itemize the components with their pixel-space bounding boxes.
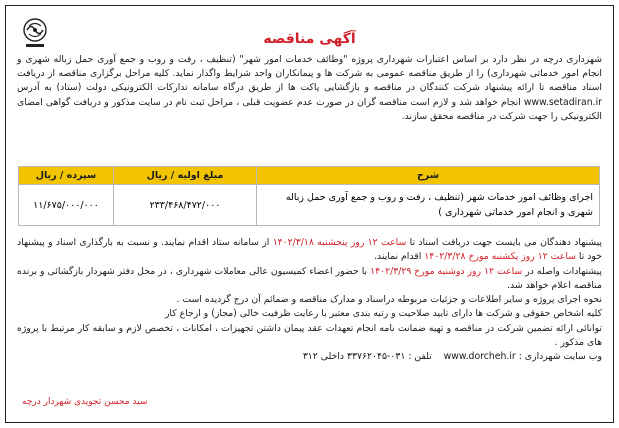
terms-paragraph-5: توانائی ارائه تضمین شرکت در مناقصه و تهیه ضمانت نامه انجام تعهدات عقد پیمان داشتن تجهیزات ، امکانات ، تخصص لازم و سابقه کار مرتبط با پروژه های مذکور . (17, 322, 602, 349)
terms-text: پیشنهادات واصله در (525, 265, 602, 277)
tender-table (18, 166, 600, 226)
notice-title: آگهی مناقصه (263, 31, 356, 47)
intro-paragraph (17, 53, 602, 124)
opening-date: ساعت ۱۲ روز دوشنبه مورخ ۱۴۰۲/۳/۲۹ (370, 265, 523, 277)
municipality-website-link[interactable]: www.dorcheh.ir (443, 351, 516, 363)
intro-text-part1: شهرداری درچه در نظر دارد بر اساس اعتبارات شهرداری پروژه "وظائف خدمات امور شهر" (تنظیف ، رفت و روب و جمع آوری حمل زباله شهری و انجام امور خدماتی شهرداری) را از طریق مناقصه عمومی به شرکت ها و پیمانکاران واجد شرایط واگذار نماید. کلیه مراحل برگزاری مناقصه از دریافت اسناد مناقصه تا ارائه پیشنهاد شرکت کنندگان در مناقصه و بازگشایی پاکت ها از طریق درگاه سامانه تدارکات الکترونیکی دولت (ستاد) به آدرس (17, 54, 602, 94)
header-deposit: سپرده / ریال (19, 167, 114, 185)
terms-paragraph-4: کلیه اشخاص حقوقی و شرکت ها دارای تایید صلاحیت و رتبه بندی معتبر با رعایت ظرفیت خالی (مجاز) و ارجاع کار (164, 308, 602, 320)
cell-base-amount: ۲۳۳/۴۶۸/۴۷۲/۰۰۰ (114, 185, 257, 226)
setad-link[interactable]: www.setadiran.ir (523, 96, 602, 108)
signature: سید محسن تجویدی شهردار درچه (22, 397, 148, 407)
terms-text: از سامانه ستاد اقدام نمایند. و نسبت به بارگذاری اسناد و پیشنهاد خود تا (17, 237, 602, 263)
cell-deposit: ۱۱/۶۷۵/۰۰۰/۰۰۰ (19, 185, 114, 226)
header-description: شرح (257, 167, 600, 185)
deadline-documents: ساعت ۱۲ روز پنجشنبه ۱۴۰۲/۳/۱۸ (272, 237, 407, 248)
terms-paragraph-1 (17, 236, 602, 265)
terms-text: اقدام نمایند. (374, 251, 422, 263)
site-label: وب سایت شهرداری : (518, 351, 602, 363)
contact-line (17, 350, 602, 364)
deadline-submission: ساعت ۱۲ روز یکشنبه مورخ ۱۴۰۲/۳/۲۸ (424, 251, 576, 263)
intro-text-part2: انجام خواهد شد و لازم است مناقصه گران در صورت عدم عضویت قبلی ، مراحل ثبت نام در سایت مذکور و دریافت گواهی امضای الکترونیکی را جهت شرکت در مناقصه محقق سازند. (17, 96, 602, 122)
table-row (19, 185, 600, 226)
cell-description: اجرای وظائف امور خدمات شهر (تنظیف ، رفت و روب و جمع آوری حمل زباله شهری و انجام امور خدماتی شهرداری ) (257, 185, 600, 226)
terms-text: با حضور اعضاء کمیسیون عالی معاملات شهرداری ، در محل دفتر شهردار بازگشائی و برنده مناقصه اعلام خواهد شد. (17, 265, 602, 291)
terms-section (17, 236, 602, 365)
table-header-row (19, 167, 600, 185)
phone-number: تلفن : ۰۳۱-۳۳۷۶۲۰۴۵ داخلی ۳۱۲ (302, 351, 432, 363)
header-base-amount: مبلغ اولیه / ریال (114, 167, 257, 185)
terms-paragraph-2 (17, 265, 602, 294)
terms-paragraph-3: نحوه اجرای پروژه و سایر اطلاعات و جزئیات مربوطه دراسناد و مدارک مناقصه و ضمائم آن درج گردیده است . (176, 294, 602, 306)
terms-text: پیشنهاد دهندگان می بایست جهت دریافت اسناد تا (409, 237, 602, 248)
